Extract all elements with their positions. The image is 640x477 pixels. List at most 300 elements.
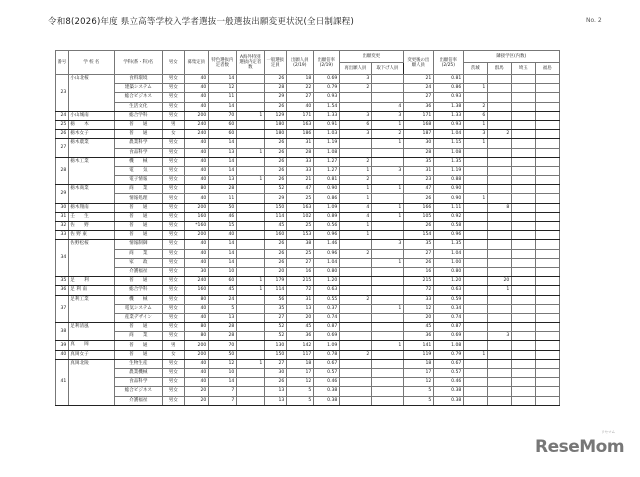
school-name-cell: 栃木工業 [68,157,114,185]
gender-cell: 男女 [162,111,184,120]
table-row [56,249,560,258]
reapply-cell: 3 [339,111,371,120]
reapply-cell: 4 [339,212,371,221]
applicants-0219-cell: 20 [286,313,313,322]
school-number-cell: 37 [56,295,69,323]
school-number-cell: 27 [56,139,69,157]
table-row [56,102,560,111]
ibaraki-cell [463,157,487,166]
ratio-0219-cell: 0.86 [313,194,339,203]
col-header-withdraw: 取下げ人員 [371,63,403,75]
ratio-0219-cell: 0.81 [313,176,339,185]
ibaraki-cell [463,369,487,378]
col-header-overseas-admitted: A海外特別選抜内定者数 [236,51,264,75]
application-change-table [55,50,560,406]
table-row [56,359,560,368]
gunma-cell [487,185,511,194]
withdraw-cell: 1 [371,341,403,350]
ratio-0219-cell: 0.91 [313,120,339,129]
capacity-cell: *160 [184,222,208,231]
gunma-cell [487,111,511,120]
saitama-cell [511,130,535,139]
general-capacity-cell: 26 [264,249,286,258]
ratio-0219-cell: 1.33 [313,111,339,120]
saitama-cell [511,120,535,129]
school-name-cell: 壬 生 [68,212,114,221]
withdraw-cell [371,75,403,84]
fukushima-cell [535,313,559,322]
withdraw-cell: 1 [371,120,403,129]
after-change-cell: 168 [403,120,433,129]
school-number-cell: 40 [56,350,69,359]
overseas-admitted-cell [236,120,264,129]
fukushima-cell [535,378,559,387]
after-change-cell: 154 [403,231,433,240]
reapply-cell: 2 [339,157,371,166]
school-number-cell: 25 [56,120,69,129]
ratio-0225-cell: 1.04 [433,130,463,139]
department-cell: 建築システム [114,84,162,93]
ratio-0225-cell: 1.33 [433,111,463,120]
special-admitted-cell: 11 [208,194,236,203]
withdraw-cell [371,286,403,295]
special-admitted-cell: 14 [208,166,236,175]
overseas-admitted-cell [236,350,264,359]
ibaraki-cell [463,176,487,185]
after-change-cell: 36 [403,332,433,341]
general-capacity-cell: 179 [264,277,286,286]
saitama-cell [511,111,535,120]
reapply-cell: 1 [339,194,371,203]
ratio-0225-cell: 0.59 [433,295,463,304]
general-capacity-cell: 20 [264,267,286,276]
general-capacity-cell: 29 [264,194,286,203]
capacity-cell: 40 [184,369,208,378]
capacity-cell: 240 [184,120,208,129]
special-admitted-cell: 12 [208,359,236,368]
withdraw-cell [371,277,403,286]
gunma-cell [487,341,511,350]
after-change-cell: 5 [403,396,433,405]
reapply-cell: 2 [339,350,371,359]
department-cell: 機 械 [114,295,162,304]
ibaraki-cell [463,75,487,84]
table-row [56,295,560,304]
withdraw-cell [371,378,403,387]
saitama-cell [511,323,535,332]
special-admitted-cell: 24 [208,295,236,304]
reapply-cell: 1 [339,231,371,240]
school-number-cell: 29 [56,185,69,203]
general-capacity-cell: 13 [264,387,286,396]
ratio-0219-cell: 1.20 [313,277,339,286]
overseas-admitted-cell [236,139,264,148]
table-row [56,166,560,175]
department-cell: 情報処理 [114,194,162,203]
general-capacity-cell: 160 [264,231,286,240]
table-row [56,93,560,102]
special-admitted-cell: 46 [208,212,236,221]
withdraw-cell [371,387,403,396]
applicants-0219-cell: 18 [286,75,313,84]
school-number-cell: 26 [56,130,69,139]
department-cell: 情報制御 [114,240,162,249]
school-number-cell: 23 [56,75,69,112]
withdraw-cell [371,332,403,341]
gunma-cell [487,222,511,231]
gender-cell: 男女 [162,231,184,240]
ratio-0225-cell: 1.35 [433,240,463,249]
general-capacity-cell: 13 [264,396,286,405]
overseas-admitted-cell: 1 [236,286,264,295]
after-change-cell: 12 [403,304,433,313]
capacity-cell: 20 [184,396,208,405]
ratio-0219-cell: 1.19 [313,139,339,148]
overseas-admitted-cell [236,203,264,212]
ratio-0219-cell: 0.90 [313,185,339,194]
capacity-cell: 160 [184,286,208,295]
department-cell: 電気システム [114,304,162,313]
overseas-admitted-cell [236,304,264,313]
withdraw-cell [371,323,403,332]
document-title: 令和8(2026)年度 県立高等学校入学者選抜一般選抜出願変更状況(全日制課程) [48,17,355,27]
after-change-cell: 27 [403,93,433,102]
general-capacity-cell: 26 [264,240,286,249]
gunma-cell [487,120,511,129]
gender-cell: 男女 [162,396,184,405]
ratio-0225-cell: 0.58 [433,222,463,231]
withdraw-cell: 1 [371,212,403,221]
col-header-special-admitted: 特色選抜内定者数 [208,51,236,75]
col-header-fukushima: 福島 [535,63,559,75]
reapply-cell: 1 [339,222,371,231]
ibaraki-cell [463,231,487,240]
special-admitted-cell: 28 [208,332,236,341]
overseas-admitted-cell [236,240,264,249]
reapply-cell [339,267,371,276]
after-change-cell: 23 [403,176,433,185]
saitama-cell [511,359,535,368]
ibaraki-cell: 6 [463,111,487,120]
overseas-admitted-cell [236,222,264,231]
ratio-0225-cell: 0.57 [433,369,463,378]
ratio-0225-cell: 0.96 [433,231,463,240]
capacity-cell: 80 [184,332,208,341]
table-row [56,332,560,341]
after-change-cell: 17 [403,369,433,378]
gender-cell: 男女 [162,249,184,258]
ibaraki-cell [463,185,487,194]
school-name-cell: 真岡女子 [68,350,114,359]
withdraw-cell [371,176,403,185]
overseas-admitted-cell [236,313,264,322]
gunma-cell: 8 [487,203,511,212]
withdraw-cell [371,157,403,166]
general-capacity-cell: 129 [264,111,286,120]
school-number-cell: 35 [56,277,69,286]
department-cell: 電 気 [114,166,162,175]
ratio-0225-cell: 0.93 [433,120,463,129]
after-change-cell: 16 [403,267,433,276]
ibaraki-cell [463,93,487,102]
withdraw-cell [371,231,403,240]
reapply-cell: 3 [339,75,371,84]
col-header-saitama: 埼玉 [511,63,535,75]
school-number-cell: 39 [56,341,69,350]
special-admitted-cell: 15 [208,222,236,231]
ibaraki-cell: 1 [463,84,487,93]
withdraw-cell: 3 [371,240,403,249]
reapply-cell: 1 [339,185,371,194]
overseas-admitted-cell [236,369,264,378]
fukushima-cell [535,176,559,185]
special-admitted-cell: 5 [208,304,236,313]
capacity-cell: 40 [184,166,208,175]
gender-cell: 男女 [162,212,184,221]
ratio-0219-cell: 0.57 [313,369,339,378]
after-change-cell: 33 [403,295,433,304]
special-admitted-cell: 14 [208,240,236,249]
overseas-admitted-cell [236,166,264,175]
department-cell: 総合学科 [114,111,162,120]
table-row [56,313,560,322]
applicants-0219-cell: 18 [286,359,313,368]
gunma-cell: 20 [487,277,511,286]
special-admitted-cell: 13 [208,313,236,322]
fukushima-cell [535,295,559,304]
gender-cell: 男 [162,120,184,129]
general-capacity-cell: 150 [264,350,286,359]
department-cell: 食料環境 [114,75,162,84]
ratio-0219-cell: 0.78 [313,350,339,359]
gunma-cell [487,176,511,185]
after-change-cell: 45 [403,323,433,332]
department-cell: 普 通 [114,203,162,212]
gender-cell: 男女 [162,75,184,84]
applicants-0219-cell: 13 [286,304,313,313]
ratio-0219-cell: 0.96 [313,249,339,258]
col-header-after-change: 変更後の出願人員 [403,51,433,75]
gunma-cell: 2 [487,130,511,139]
ibaraki-cell [463,359,487,368]
general-capacity-cell: 27 [264,359,286,368]
capacity-cell: 40 [184,148,208,157]
fukushima-cell [535,222,559,231]
gunma-cell [487,350,511,359]
gunma-cell [487,102,511,111]
school-name-cell: 佐 野 [68,222,114,231]
fukushima-cell [535,120,559,129]
applicants-0219-cell: 27 [286,258,313,267]
general-capacity-cell: 130 [264,341,286,350]
ratio-0219-cell: 0.69 [313,75,339,84]
general-capacity-cell: 180 [264,130,286,139]
reapply-cell [339,304,371,313]
general-capacity-cell: 35 [264,304,286,313]
withdraw-cell [371,93,403,102]
table-row [56,194,560,203]
school-number-cell: 31 [56,212,69,221]
overseas-admitted-cell [236,332,264,341]
overseas-admitted-cell [236,194,264,203]
table-row [56,258,560,267]
school-name-cell: 真 岡 [68,341,114,350]
fukushima-cell [535,194,559,203]
ibaraki-cell [463,166,487,175]
fukushima-cell [535,387,559,396]
ibaraki-cell [463,258,487,267]
watermark-ruby: リセマム [601,430,615,434]
table-row [56,157,560,166]
special-admitted-cell: 13 [208,148,236,157]
ibaraki-cell [463,249,487,258]
school-name-cell: 栃 木 [68,120,114,129]
table-row [56,203,560,212]
department-cell: 普 通 [114,350,162,359]
saitama-cell [511,249,535,258]
reapply-cell: 1 [339,166,371,175]
department-cell: 商 業 [114,185,162,194]
ratio-0225-cell: 1.11 [433,203,463,212]
gunma-cell [487,313,511,322]
general-capacity-cell: 26 [264,258,286,267]
special-admitted-cell: 10 [208,267,236,276]
department-cell: 農業機械 [114,369,162,378]
saitama-cell [511,258,535,267]
saitama-cell [511,286,535,295]
ibaraki-cell [463,267,487,276]
table-row [56,277,560,286]
withdraw-cell: 3 [371,166,403,175]
ratio-0219-cell: 1.09 [313,341,339,350]
ibaraki-cell [463,295,487,304]
overseas-admitted-cell [236,249,264,258]
gunma-cell [487,93,511,102]
applicants-0219-cell: 40 [286,102,313,111]
gender-cell: 男女 [162,369,184,378]
saitama-cell [511,387,535,396]
ratio-0225-cell: 0.88 [433,176,463,185]
gunma-cell [487,212,511,221]
ratio-0219-cell: 0.46 [313,378,339,387]
capacity-cell: 240 [184,130,208,139]
applicants-0219-cell: 36 [286,332,313,341]
department-cell: 電子情報 [114,176,162,185]
capacity-cell: 80 [184,295,208,304]
ratio-0219-cell: 0.37 [313,304,339,313]
col-header-dept: 学科(系・科)名 [114,51,162,75]
general-capacity-cell: 28 [264,84,286,93]
applicants-0219-cell: 186 [286,130,313,139]
reapply-cell: 2 [339,176,371,185]
saitama-cell [511,185,535,194]
col-header-no: 番号 [56,51,69,75]
table-row [56,240,560,249]
capacity-cell: 40 [184,240,208,249]
gunma-cell [487,194,511,203]
gender-cell: 男女 [162,139,184,148]
table-row [56,212,560,221]
special-admitted-cell: 14 [208,258,236,267]
reapply-cell [339,332,371,341]
saitama-cell [511,157,535,166]
capacity-cell: 40 [184,359,208,368]
ratio-0225-cell: 0.38 [433,387,463,396]
school-name-cell: 小山北桜 [68,75,114,112]
col-header-change-group: 出願変更 [339,51,403,63]
special-admitted-cell: 28 [208,185,236,194]
special-admitted-cell: 50 [208,203,236,212]
overseas-admitted-cell [236,323,264,332]
table-body [56,75,560,406]
capacity-cell: 200 [184,111,208,120]
applicants-0219-cell: 25 [286,194,313,203]
applicants-0219-cell: 47 [286,185,313,194]
reapply-cell: 4 [339,203,371,212]
gender-cell: 男女 [162,166,184,175]
gunma-cell [487,295,511,304]
reapply-cell [339,240,371,249]
after-change-cell: 105 [403,212,433,221]
special-admitted-cell: 14 [208,249,236,258]
withdraw-cell: 2 [371,130,403,139]
applicants-0219-cell: 31 [286,139,313,148]
ratio-0225-cell: 1.19 [433,166,463,175]
school-name-cell: 足 利 [68,277,114,286]
ibaraki-cell: 1 [463,120,487,129]
withdraw-cell: 3 [371,111,403,120]
general-capacity-cell: 26 [264,102,286,111]
applicants-0219-cell: 163 [286,203,313,212]
ratio-0219-cell: 1.46 [313,240,339,249]
overseas-admitted-cell: 1 [236,111,264,120]
general-capacity-cell: 26 [264,157,286,166]
table-row [56,396,560,405]
school-name-cell: 小山城南 [68,111,114,120]
gunma-cell [487,304,511,313]
overseas-admitted-cell: 1 [236,277,264,286]
withdraw-cell [371,84,403,93]
school-name-cell: 佐野松桜 [68,240,114,277]
after-change-cell: 171 [403,111,433,120]
applicants-0219-cell: 33 [286,166,313,175]
table-row [56,75,560,84]
table-row [56,286,560,295]
saitama-cell [511,304,535,313]
fukushima-cell [535,157,559,166]
gender-cell: 男女 [162,313,184,322]
table-row [56,369,560,378]
ibaraki-cell [463,396,487,405]
gunma-cell: 3 [487,332,511,341]
overseas-admitted-cell [236,258,264,267]
applicants-0219-cell: 215 [286,277,313,286]
fukushima-cell [535,130,559,139]
fukushima-cell [535,350,559,359]
after-change-cell: 47 [403,185,433,194]
overseas-admitted-cell [236,75,264,84]
fukushima-cell [535,267,559,276]
after-change-cell: 12 [403,378,433,387]
ratio-0219-cell: 1.08 [313,148,339,157]
ratio-0225-cell: 0.90 [433,194,463,203]
saitama-cell [511,277,535,286]
capacity-cell: 200 [184,203,208,212]
overseas-admitted-cell [236,185,264,194]
ratio-0225-cell: 1.04 [433,249,463,258]
capacity-cell: 40 [184,313,208,322]
school-number-cell: 30 [56,203,69,212]
